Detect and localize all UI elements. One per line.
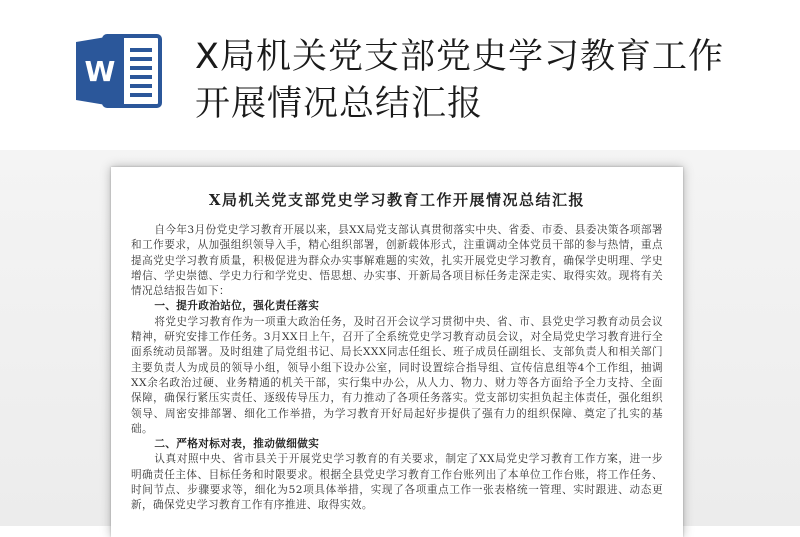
svg-text:W: W (84, 55, 116, 88)
document-page (111, 167, 683, 537)
section-heading: 二、严格对标对表，推动做细做实 (154, 438, 320, 451)
document-title: X局机关党支部党史学习教育工作开展情况总结汇报 (208, 191, 586, 209)
paragraph: 将党史学习教育作为一项重大政治任务，及时召开会议学习贯彻中央、省、市、县党史学习教育动员会议精神，研究安排工作任务。3月XX日上午，召开了全系统党史学习教育动员会议，对全局党史学习教育进行全面系统动员部署。及时组建了局党组书记、局长XXX同志任组长、班子成员任副组长、支部负责人和相关部门主要负责人为成员的领导小组，领导小组下设办公室，同时设置综合指导组、宣传信息组等4个工作组，抽调XX余名政治过硬、业务精通的机关干部，实行集中办公，从人力、物力、财力等各方面给予全力支持、全面保障，确保行紧压实责任、逐级传导压力，有力推动了各项任务落实。党支部切实担负起主体责任，强化组织领导、周密安排部署、细化工作举措，为学习教育开好局起好步提供了强有力的组织保障、奠定了扎实的基础。 (131, 315, 663, 435)
header (0, 0, 800, 150)
paragraph: 认真对照中央、省市县关于开展党史学习教育的有关要求，制定了XX局党史学习教育工作方案，进一步明确责任主体、目标任务和时限要求。根据全县党史学习教育工作台账列出了本单位工作台账，将工作任务、时间节点、步骤要求等，细化为52项具体举措，实现了各项重点工作一张表格统一管理、实时跟进、动态更新，确保党史学习教育工作有序推进、取得实效。 (131, 453, 663, 512)
paragraph: 自今年3月份党史学习教育开展以来，县XX局党支部认真贯彻落实中央、省委、市委、县委决策各项部署和工作要求，从加强组织领导入手，精心组织部署，创新载体形式，注重调动全体党员干部的参与热情，重点提高党史学习教育质量，积极促进为群众办实事解难题的实效，扎实开展党史学习教育，确保学史明理、学史增信、学史崇德、学史力行和学党史、悟思想、办实事、开新局各项目标任务走深走实、取得实效。现将有关情况总结报告如下： (131, 224, 663, 298)
page-title: X局机关党支部党史学习教育工作开展情况总结汇报 (195, 37, 724, 124)
section-heading: 一、提升政治站位，强化责任落实 (154, 300, 320, 313)
word-document-icon (74, 30, 166, 112)
document-body (131, 223, 663, 514)
